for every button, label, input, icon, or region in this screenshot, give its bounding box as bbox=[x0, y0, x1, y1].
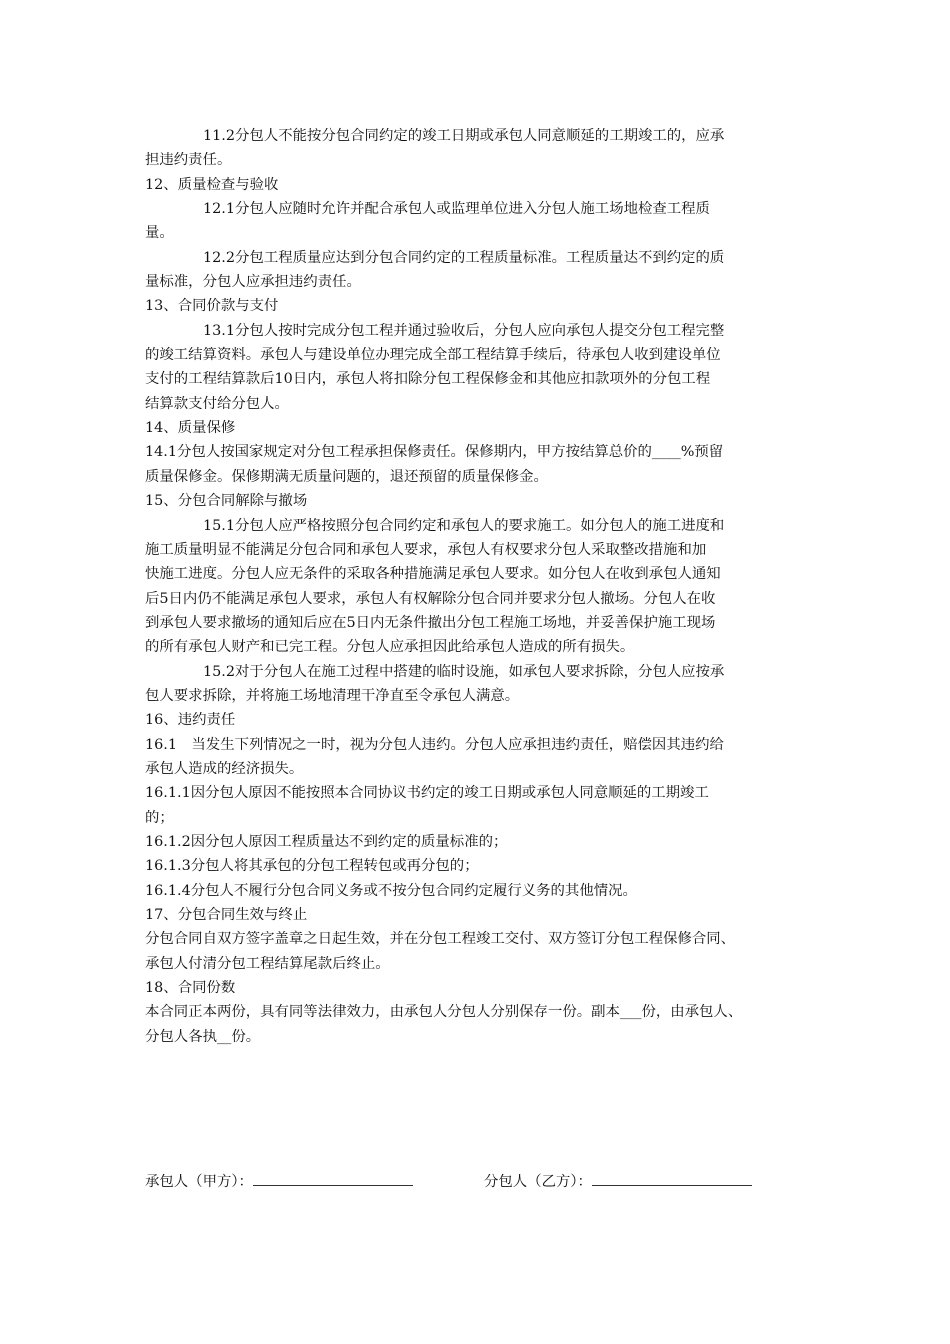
text-line: 担违约责任。 bbox=[145, 152, 232, 169]
text-line: 12.2分包工程质量应达到分包合同约定的工程质量标准。工程质量达不到约定的质 bbox=[203, 249, 725, 266]
text-line: 12.1分包人应随时允许并配合承包人或监理单位进入分包人施工场地检查工程质 bbox=[203, 201, 710, 218]
text-line: 的； bbox=[145, 809, 174, 826]
contractor-label: 承包人（甲方）： bbox=[145, 1174, 253, 1190]
contractor-signature-line bbox=[253, 1170, 413, 1186]
text-line: 分包人各执__份。 bbox=[145, 1028, 261, 1045]
text-line: 16.1.3分包人将其承包的分包工程转包或再分包的； bbox=[145, 858, 479, 875]
text-line: 承包人付清分包工程结算尾款后终止。 bbox=[145, 955, 390, 972]
text-line: 15.2对于分包人在施工过程中搭建的临时设施，如承包人要求拆除，分包人应按承 bbox=[203, 663, 725, 680]
text-line: 后5日内仍不能满足承包人要求，承包人有权解除分包合同并要求分包人撤场。分包人在收 bbox=[145, 590, 716, 607]
text-line: 结算款支付给分包人。 bbox=[145, 395, 289, 412]
text-line: 支付的工程结算款后10日内，承包人将扣除分包工程保修金和其他应扣款项外的分包工程 bbox=[145, 371, 711, 388]
text-line: 16.1.2因分包人原因工程质量达不到约定的质量标准的； bbox=[145, 833, 508, 850]
text-line: 量标准，分包人应承担违约责任。 bbox=[145, 274, 361, 291]
contractor-signature bbox=[145, 1170, 413, 1194]
text-line: 16、违约责任 bbox=[145, 712, 236, 729]
text-line: 的竣工结算资料。承包人与建设单位办理完成全部工程结算手续后，待承包人收到建设单位 bbox=[145, 347, 721, 364]
text-line: 施工质量明显不能满足分包合同和承包人要求，承包人有权要求分包人采取整改措施和加 bbox=[145, 541, 707, 558]
subcontractor-signature bbox=[484, 1170, 752, 1194]
text-line: 15.1分包人应严格按照分包合同约定和承包人的要求施工。如分包人的施工进度和 bbox=[203, 517, 725, 534]
text-line: 快施工进度。分包人应无条件的采取各种措施满足承包人要求。如分包人在收到承包人通知 bbox=[145, 566, 721, 583]
text-line: 本合同正本两份，具有同等法律效力，由承包人分包人分别保存一份。副本___份，由承包人、 bbox=[145, 1004, 743, 1021]
text-line: 16.1 当发生下列情况之一时，视为分包人违约。分包人应承担违约责任，赔偿因其违约给 bbox=[145, 736, 724, 753]
subcontractor-label: 分包人（乙方）： bbox=[484, 1174, 592, 1190]
text-line: 的所有承包人财产和已完工程。分包人应承担因此给承包人造成的所有损失。 bbox=[145, 639, 635, 656]
text-line: 15、分包合同解除与撤场 bbox=[145, 493, 308, 510]
text-line: 14、质量保修 bbox=[145, 420, 236, 437]
text-line: 11.2分包人不能按分包合同约定的竣工日期或承包人同意顺延的工期竣工的，应承 bbox=[203, 128, 725, 144]
text-line: 18、合同份数 bbox=[145, 980, 236, 997]
subcontractor-signature-line bbox=[592, 1170, 752, 1186]
text-line: 包人要求拆除，并将施工场地清理干净直至令承包人满意。 bbox=[145, 687, 520, 704]
text-line: 17、分包合同生效与终止 bbox=[145, 907, 308, 923]
text-line: 承包人造成的经济损失。 bbox=[145, 760, 304, 777]
text-line: 质量保修金。保修期满无质量问题的，退还预留的质量保修金。 bbox=[145, 468, 548, 485]
text-line: 到承包人要求撤场的通知后应在5日内无条件撤出分包工程施工场地，并妥善保护施工现场 bbox=[145, 614, 716, 631]
text-line: 16.1.1因分包人原因不能按照本合同协议书约定的竣工日期或承包人同意顺延的工期竣工 bbox=[145, 785, 709, 802]
text-line: 量。 bbox=[145, 225, 174, 242]
text-line: 分包合同自双方签字盖章之日起生效，并在分包工程竣工交付、双方签订分包工程保修合同、 bbox=[145, 931, 736, 948]
text-line: 13.1分包人按时完成分包工程并通过验收后，分包人应向承包人提交分包工程完整 bbox=[203, 322, 725, 339]
text-line: 12、质量检查与验收 bbox=[145, 176, 279, 193]
text-line: 16.1.4分包人不履行分包合同义务或不按分包合同约定履行义务的其他情况。 bbox=[145, 882, 637, 899]
text-line: 14.1分包人按国家规定对分包工程承担保修责任。保修期内，甲方按结算总价的____%预留 bbox=[145, 444, 724, 461]
document-body bbox=[145, 124, 813, 1049]
text-line: 13、合同价款与支付 bbox=[145, 298, 279, 315]
